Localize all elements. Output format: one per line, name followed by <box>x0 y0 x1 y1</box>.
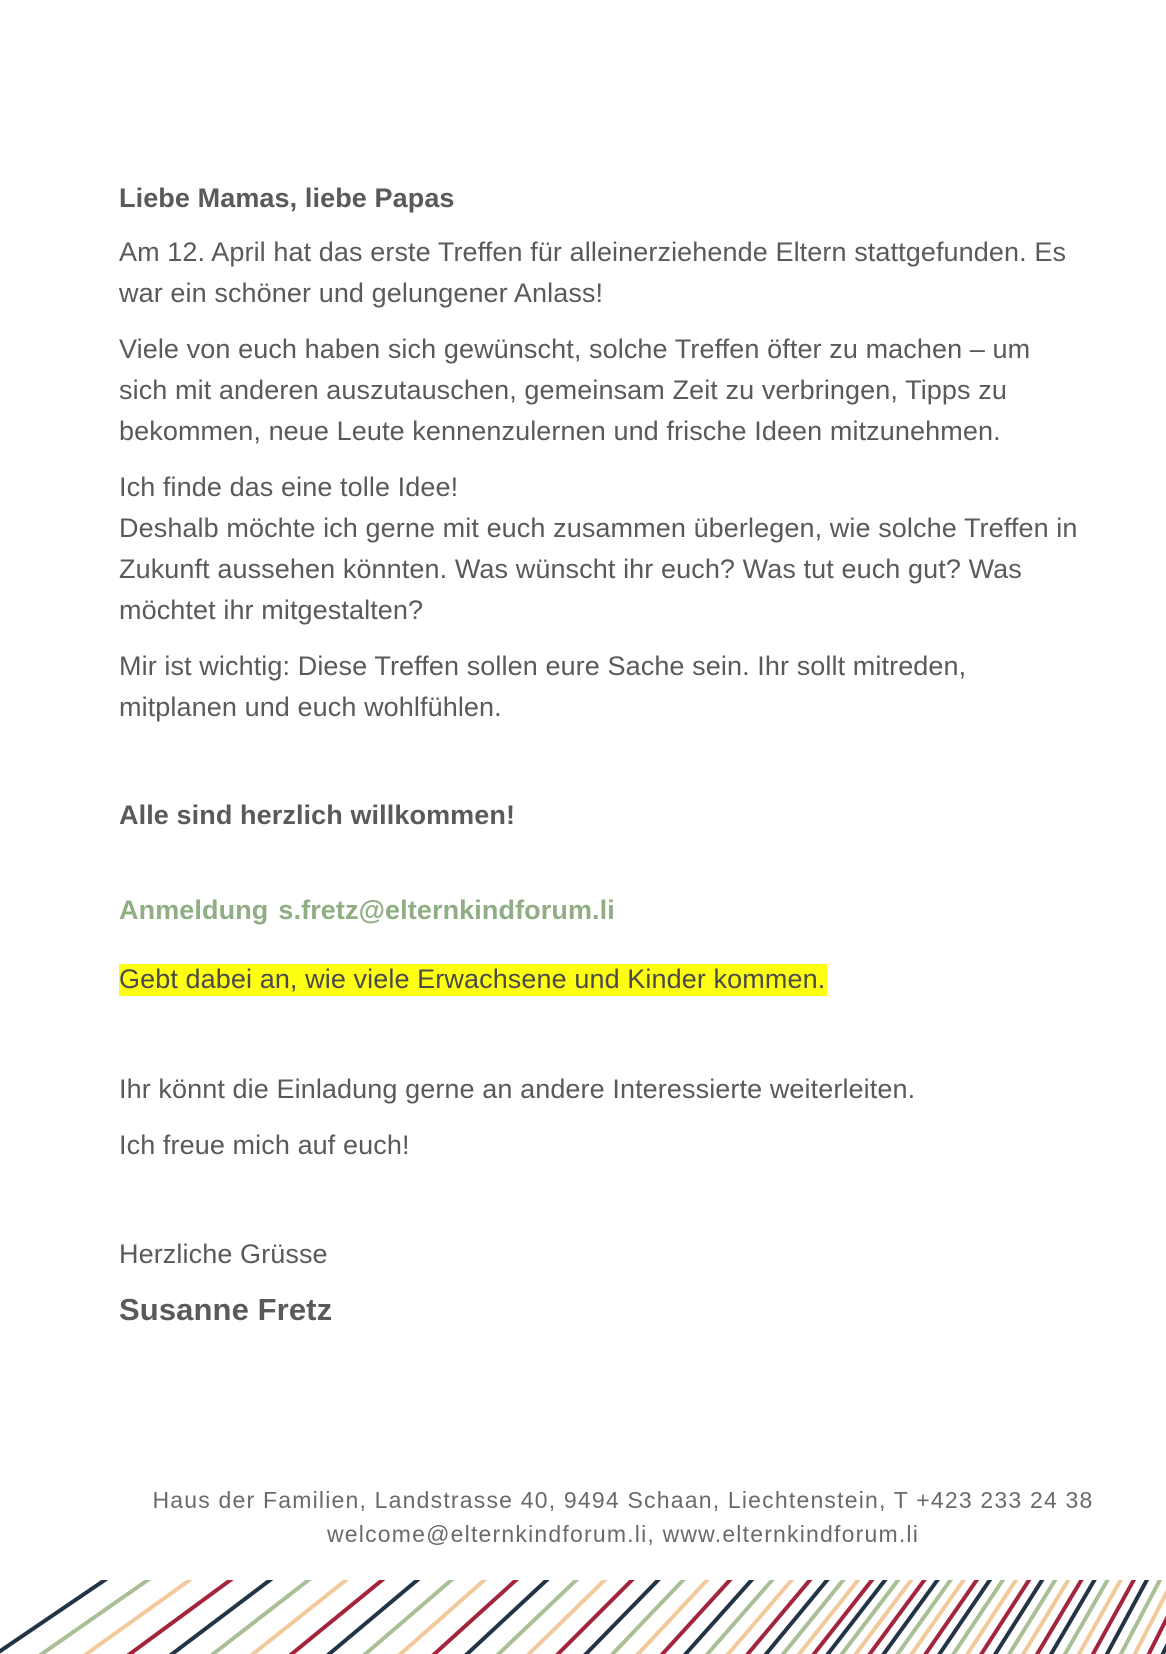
decorative-stripe <box>965 1580 1019 1654</box>
registration-label: Anmeldung <box>119 895 269 925</box>
registration-email-link[interactable]: s.fretz@elternkindforum.li <box>278 895 615 925</box>
decorative-stripe <box>744 1580 813 1654</box>
highlight-text: Gebt dabei an, wie viele Erwachsene und Kinder kommen. <box>119 964 826 994</box>
paragraph-first-meeting: Am 12. April hat das erste Treffen für alleinerziehende Eltern stattgefunden. Es war ein schöner und gelungener Anlass! <box>119 237 1067 308</box>
greeting: Liebe Mamas, liebe Papas <box>119 183 455 213</box>
decorative-stripe <box>993 1580 1045 1654</box>
welcome-line: Alle sind herzlich willkommen! <box>119 800 516 830</box>
decorative-stripe <box>951 1580 1006 1654</box>
regards: Herzliche Grüsse <box>119 1239 328 1269</box>
looking-forward: Ich freue mich auf euch! <box>119 1130 410 1160</box>
decorative-stripe <box>1147 1580 1166 1654</box>
decorative-stripe <box>937 1580 993 1654</box>
highlighted-instruction <box>119 959 1079 1000</box>
decorative-stripe <box>1133 1580 1166 1654</box>
footer-contact: welcome@elternkindforum.li, www.elternkindforum.li <box>326 1521 920 1547</box>
decorative-stripe <box>979 1580 1032 1654</box>
footer <box>0 1483 1166 1551</box>
paragraph-wishes: Viele von euch haben sich gewünscht, solche Treffen öfter zu machen – um sich mit anderen auszutauschen, gemeinsam Zeit zu verbringen, Tipps zu bekommen, neue Leute kennenzulernen und frische Ideen mitzunehmen. <box>119 334 1031 446</box>
paragraph-idea: Deshalb möchte ich gerne mit euch zusammen überlegen, wie solche Treffen in Zukunft aussehen könnten. Was wünscht ihr euch? Was tut euch gut? Was möchtet ihr mitgestalten? <box>119 513 1078 625</box>
paragraph-important: Mir ist wichtig: Diese Treffen sollen eure Sache sein. Ihr sollt mitreden, mitplanen und euch wohlfühlen. <box>119 651 967 722</box>
signature: Susanne Fretz <box>119 1292 333 1327</box>
registration-line <box>119 890 1079 931</box>
letter-body <box>119 178 1079 1332</box>
decorative-stripes <box>0 1580 1166 1654</box>
footer-address: Haus der Familien, Landstrasse 40, 9494 Schaan, Liechtenstein, T +423 233 24 38 <box>152 1487 1094 1513</box>
paragraph-idea-intro: Ich finde das eine tolle Idee! <box>119 472 459 502</box>
forward-note: Ihr könnt die Einladung gerne an andere Interessierte weiterleiten. <box>119 1074 916 1104</box>
